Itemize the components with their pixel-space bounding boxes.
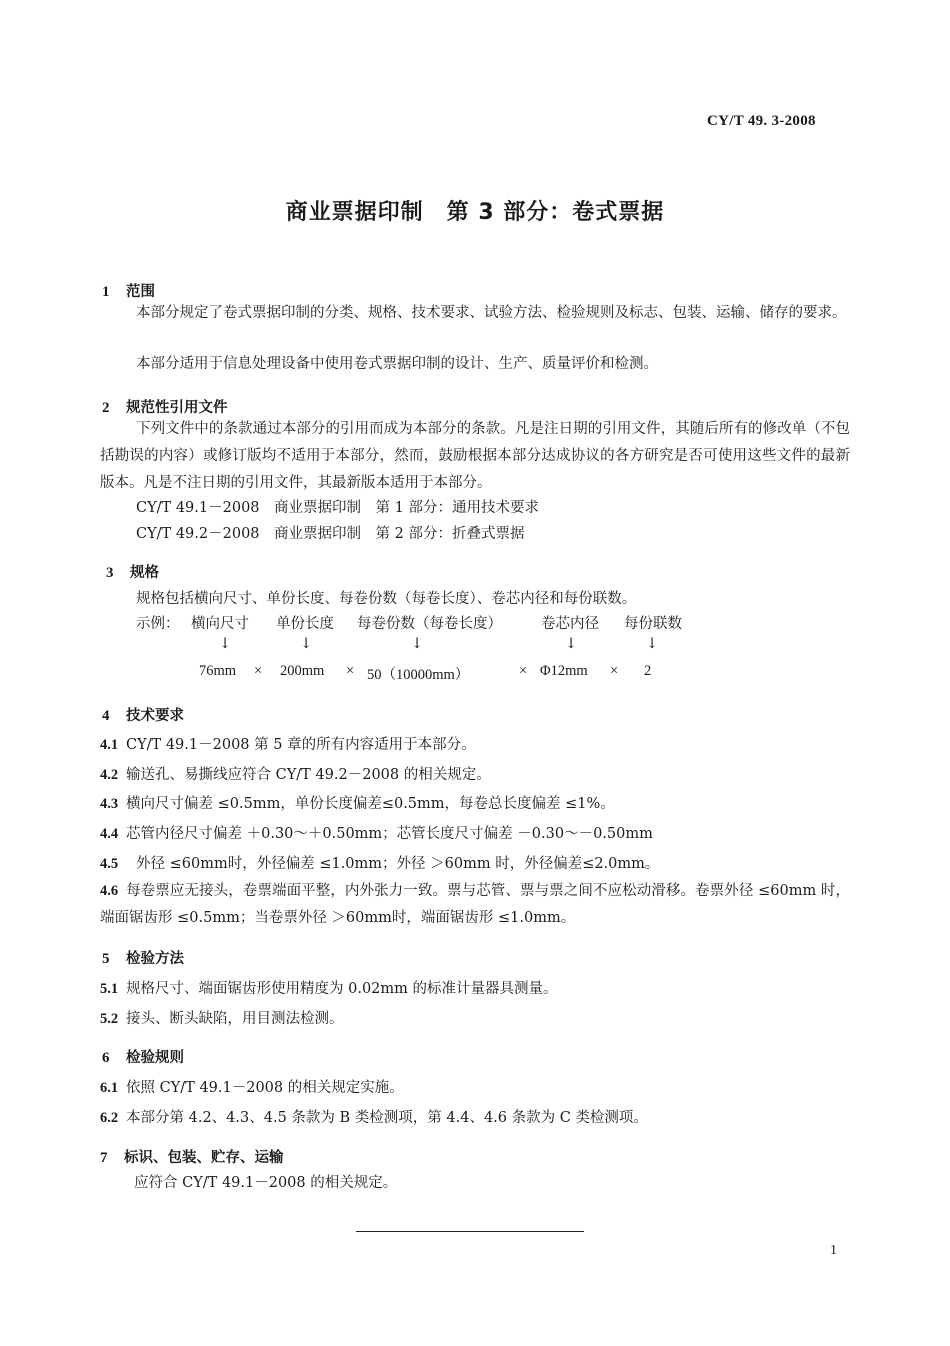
section-title: 检验方法 bbox=[126, 951, 184, 967]
clause-text: 依照 CY/T 49.1－2008 的相关规定实施。 bbox=[126, 1080, 404, 1096]
clause-4-1 bbox=[100, 733, 476, 754]
clause-number: 6.1 bbox=[100, 1080, 119, 1096]
clause-text: 本部分第 4.2、4.3、4.5 条款为 B 类检测项，第 4.4、4.6 条款为 C 类检测项。 bbox=[126, 1110, 648, 1126]
page-number: 1 bbox=[830, 1243, 837, 1258]
section-title: 检验规则 bbox=[126, 1050, 184, 1066]
normative-reference-1: CY/T 49.1－2008 商业票据印制 第 1 部分：通用技术要求 bbox=[136, 500, 539, 516]
clause-6-1 bbox=[100, 1076, 404, 1097]
clause-number: 5.2 bbox=[100, 1011, 119, 1027]
section-3-paragraph-1: 规格包括横向尺寸、单份长度、每卷份数（每卷长度）、卷芯内径和每份联数。 bbox=[136, 591, 637, 607]
example-value-count-per-roll: 50（10000mm） bbox=[367, 667, 470, 683]
arrow-down-icon: ↓ bbox=[411, 636, 424, 652]
example-label-width: 横向尺寸 bbox=[191, 616, 249, 632]
example-value-plies: 2 bbox=[644, 663, 652, 679]
section-number: 7 bbox=[100, 1150, 108, 1166]
document-title: 商业票据印制 第 3 部分：卷式票据 bbox=[285, 200, 665, 225]
clause-text: 外径 ≤60mm时，外径偏差 ≤1.0mm；外径 ＞60mm 时，外径偏差≤2.0mm。 bbox=[136, 856, 660, 872]
example-label-count-per-roll: 每卷份数（每卷长度） bbox=[357, 616, 502, 632]
footer-rule bbox=[356, 1231, 584, 1232]
times-sign: × bbox=[346, 663, 355, 679]
clause-number: 4.2 bbox=[100, 767, 119, 783]
section-number: 5 bbox=[102, 951, 110, 967]
clause-number: 4.3 bbox=[100, 796, 119, 812]
arrow-down-icon: ↓ bbox=[646, 636, 659, 652]
section-title: 技术要求 bbox=[126, 708, 184, 724]
clause-number: 4.4 bbox=[100, 826, 119, 842]
clause-number: 4.5 bbox=[100, 856, 119, 872]
clause-4-6 bbox=[100, 878, 850, 932]
section-number: 6 bbox=[102, 1050, 110, 1066]
example-value-unit-length: 200mm bbox=[280, 663, 325, 679]
section-7-heading bbox=[100, 1146, 284, 1167]
clause-number: 4.6 bbox=[100, 883, 119, 899]
clause-text: 接头、断头缺陷，用目测法检测。 bbox=[126, 1011, 344, 1027]
clause-6-2 bbox=[100, 1106, 648, 1127]
clause-number: 4.1 bbox=[100, 737, 119, 753]
times-sign: × bbox=[519, 663, 528, 679]
example-label-unit-length: 单份长度 bbox=[276, 616, 334, 632]
section-title: 范围 bbox=[126, 284, 155, 300]
section-1-paragraph-2: 本部分适用于信息处理设备中使用卷式票据印制的设计、生产、质量评价和检测。 bbox=[136, 356, 658, 372]
section-2-paragraph-1: 下列文件中的条款通过本部分的引用而成为本部分的条款。凡是注日期的引用文件，其随后所有的修改单（不包括勘误的内容）或修订版均不适用于本部分，然而，鼓励根据本部分达成协议的各方研究是否可使用这些文件的最新版本。凡是不注日期的引用文件，其最新版本适用于本部分。 bbox=[100, 421, 850, 491]
section-number: 2 bbox=[102, 400, 110, 416]
standard-code: CY/T 49. 3-2008 bbox=[707, 113, 816, 129]
clause-4-5 bbox=[100, 852, 659, 873]
example-label: 示例： bbox=[136, 616, 180, 632]
clause-text: 每卷票应无接头，卷票端面平整，内外张力一致。票与芯管、票与票之间不应松动滑移。卷票外径 ≤60mm 时，端面锯齿形 ≤0.5mm；当卷票外径 ＞60mm时，端面锯齿形 ≤1.0mm。 bbox=[100, 883, 850, 926]
section-title: 规格 bbox=[130, 565, 159, 581]
section-4-heading bbox=[102, 704, 184, 725]
clause-5-1 bbox=[100, 977, 558, 998]
section-title: 规范性引用文件 bbox=[126, 400, 228, 416]
normative-reference-2: CY/T 49.2－2008 商业票据印制 第 2 部分：折叠式票据 bbox=[136, 526, 525, 542]
arrow-down-icon: ↓ bbox=[565, 636, 578, 652]
section-3-heading bbox=[106, 561, 159, 582]
clause-4-2 bbox=[100, 763, 491, 784]
section-1-heading bbox=[102, 280, 155, 301]
example-label-plies: 每份联数 bbox=[624, 616, 682, 632]
example-value-width: 76mm bbox=[199, 663, 237, 679]
section-number: 1 bbox=[102, 284, 110, 300]
times-sign: × bbox=[254, 663, 263, 679]
clause-4-3 bbox=[100, 792, 615, 813]
clause-text: 输送孔、易撕线应符合 CY/T 49.2－2008 的相关规定。 bbox=[126, 767, 491, 783]
section-title: 标识、包装、贮存、运输 bbox=[124, 1150, 284, 1166]
example-value-core-diameter: Φ12mm bbox=[540, 663, 588, 679]
clause-4-4 bbox=[100, 822, 653, 843]
example-label-core-diameter: 卷芯内径 bbox=[541, 616, 599, 632]
section-5-heading bbox=[102, 947, 184, 968]
clause-number: 5.1 bbox=[100, 981, 119, 997]
clause-text: 横向尺寸偏差 ≤0.5mm，单份长度偏差≤0.5mm，每卷总长度偏差 ≤1%。 bbox=[126, 796, 615, 812]
section-1-paragraph-1: 本部分规定了卷式票据印制的分类、规格、技术要求、试验方法、检验规则及标志、包装、运输、储存的要求。 bbox=[136, 305, 847, 321]
arrow-down-icon: ↓ bbox=[300, 636, 313, 652]
section-7-paragraph-1: 应符合 CY/T 49.1－2008 的相关规定。 bbox=[134, 1175, 398, 1191]
clause-5-2 bbox=[100, 1007, 344, 1028]
section-2-heading bbox=[102, 396, 228, 417]
clause-number: 6.2 bbox=[100, 1110, 119, 1126]
section-6-heading bbox=[102, 1046, 184, 1067]
clause-text: 芯管内径尺寸偏差 ＋0.30～＋0.50mm；芯管长度尺寸偏差 －0.30～－0.50mm bbox=[126, 826, 653, 842]
times-sign: × bbox=[610, 663, 619, 679]
section-number: 3 bbox=[106, 565, 114, 581]
clause-text: CY/T 49.1－2008 第 5 章的所有内容适用于本部分。 bbox=[126, 737, 476, 753]
clause-text: 规格尺寸、端面锯齿形使用精度为 0.02mm 的标准计量器具测量。 bbox=[126, 981, 558, 997]
arrow-down-icon: ↓ bbox=[219, 636, 232, 652]
section-number: 4 bbox=[102, 708, 110, 724]
